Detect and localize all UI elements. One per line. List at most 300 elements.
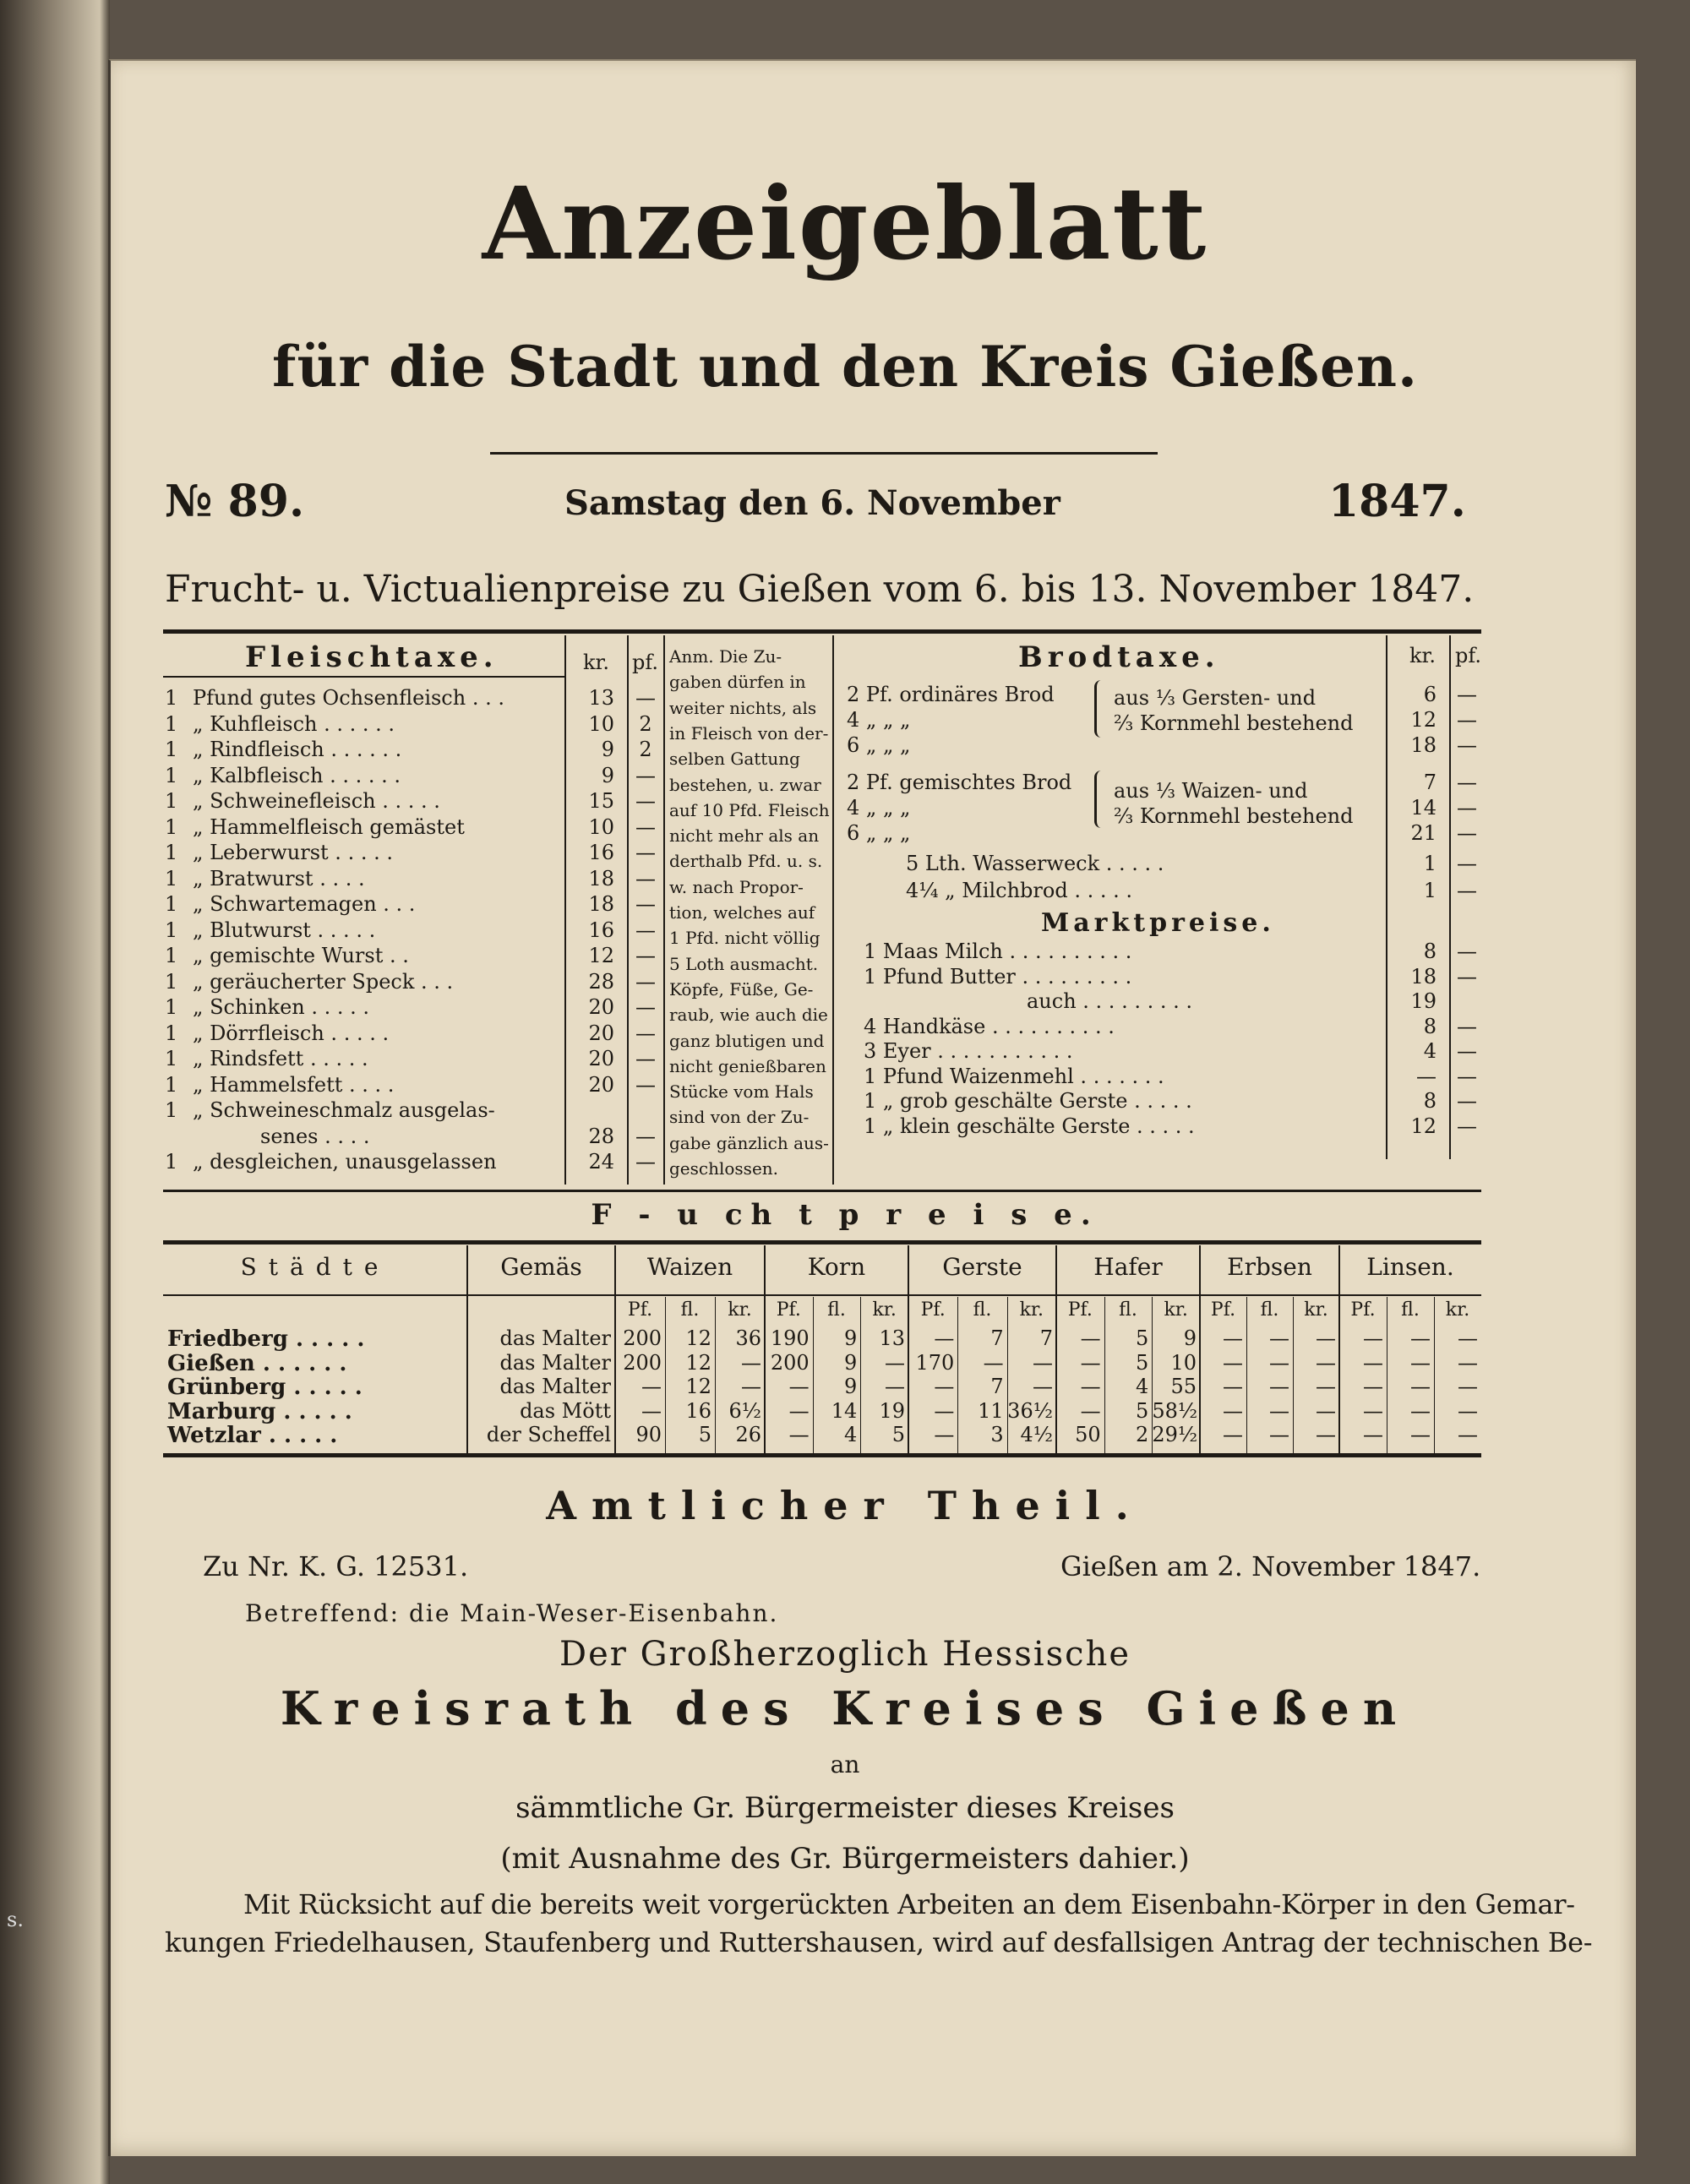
fleisch-pf: — <box>635 892 656 916</box>
frucht-cell: — <box>884 1350 905 1375</box>
frucht-cell: — <box>1269 1375 1289 1398</box>
note-line: w. nach Propor- <box>669 876 804 897</box>
frucht-cell: — <box>1223 1375 1243 1398</box>
official-line1: Der Großherzoglich Hessische <box>559 1635 1131 1674</box>
frucht-subheader: kr. <box>872 1299 897 1321</box>
table-top-rule <box>163 629 1481 634</box>
brod-kr: 1 <box>1423 852 1436 875</box>
frucht-subheader: kr. <box>1304 1299 1328 1321</box>
fleisch-item: „ Rindfleisch . . . . . . <box>193 738 402 761</box>
brod-item: 4 „ „ „ <box>847 796 911 820</box>
note-line: 1 Pfd. nicht völlig <box>669 928 820 949</box>
brod-kr: 21 <box>1410 821 1436 845</box>
brod-kr: 7 <box>1423 771 1436 794</box>
official-line4: sämmtliche Gr. Bürgermeister dieses Kreises <box>515 1791 1175 1825</box>
frucht-header: Linsen. <box>1366 1253 1454 1281</box>
fleisch-kr: 15 <box>588 789 614 813</box>
fleisch-pf: — <box>635 944 656 967</box>
frucht-cell: 58½ <box>1152 1398 1198 1423</box>
fleisch-pf: — <box>635 1047 656 1070</box>
frucht-cell: 7 <box>990 1375 1004 1398</box>
fleisch-kr: 10 <box>588 815 614 839</box>
official-subject: Betreffend: die Main-Weser-Eisenbahn. <box>245 1599 779 1627</box>
frucht-cell: 16 <box>685 1398 711 1423</box>
markt-kr: 8 <box>1423 1015 1436 1038</box>
frucht-subheader: kr. <box>728 1299 752 1321</box>
fleisch-pf: — <box>635 867 656 890</box>
margin-mark: s. <box>7 1908 24 1931</box>
fleisch-item: „ Kuhfleisch . . . . . . <box>193 712 395 736</box>
brod-pf: — <box>1457 683 1477 706</box>
note-line: Stücke vom Hals <box>669 1081 814 1103</box>
markt-item: 1 „ klein geschälte Gerste . . . . . <box>864 1114 1195 1138</box>
frucht-subheader: kr. <box>1164 1299 1188 1321</box>
frucht-cell: 10 <box>1170 1350 1197 1375</box>
frucht-subheader: kr. <box>1445 1299 1470 1321</box>
official-heading: Amtlicher Theil. <box>546 1483 1144 1528</box>
frucht-cell: 55 <box>1170 1375 1197 1398</box>
markt-kr: 8 <box>1423 1089 1436 1113</box>
fleisch-qty: 1 <box>165 764 178 787</box>
frucht-city: Grünberg . . . . . <box>167 1375 363 1400</box>
frucht-unit: der Scheffel <box>486 1423 611 1446</box>
brace2-line1: aus ⅓ Waizen- und <box>1114 779 1308 803</box>
markt-item: 1 Maas Milch . . . . . . . . . . <box>864 940 1132 963</box>
frucht-cell: — <box>1458 1375 1478 1398</box>
frucht-cell: 170 <box>915 1350 955 1375</box>
frucht-cell: 4 <box>844 1423 858 1446</box>
brodtaxe-title: Brodtaxe. <box>1018 640 1220 674</box>
fruchtpreise-title: F - u ch t p r e i s e. <box>591 1198 1099 1232</box>
markt-pf: — <box>1457 1015 1477 1038</box>
official-line5: (mit Ausnahme des Gr. Bürgermeisters dahier.) <box>500 1842 1190 1876</box>
frucht-top-rule <box>163 1190 1481 1192</box>
frucht-city: Wetzlar . . . . . <box>167 1423 338 1448</box>
fleisch-item: „ Kalbfleisch . . . . . . <box>193 764 401 787</box>
fleisch-qty: 1 <box>165 789 178 813</box>
frucht-cell: 2 <box>1136 1423 1149 1446</box>
fleisch-item: „ geräucherter Speck . . . <box>193 970 454 994</box>
masthead-rule <box>490 452 1158 455</box>
fleisch-item: „ Schinken . . . . . <box>193 995 370 1019</box>
fleisch-item: „ Rindsfett . . . . . <box>193 1047 368 1070</box>
brod-pf: — <box>1457 708 1477 732</box>
frucht-cell: — <box>1269 1350 1289 1375</box>
frucht-header: Erbsen <box>1227 1253 1312 1281</box>
fleisch-header-rule <box>163 676 564 678</box>
frucht-cell: 12 <box>685 1375 711 1398</box>
brod-pf: — <box>1457 733 1477 757</box>
fleisch-item: „ Schwartemagen . . . <box>193 892 416 916</box>
frucht-subheader: fl. <box>827 1299 846 1321</box>
markt-pf: — <box>1457 1039 1477 1063</box>
frucht-cell: — <box>934 1326 955 1350</box>
fleisch-kr: 16 <box>588 841 614 864</box>
official-line3: an <box>830 1751 860 1778</box>
fleisch-qty: 1 <box>165 738 178 761</box>
note-line: selben Gattung <box>669 749 800 770</box>
fleisch-kr: 20 <box>588 1021 614 1045</box>
fleisch-qty: 1 <box>165 1098 178 1122</box>
brod-kr: 14 <box>1410 796 1436 820</box>
fleisch-item: „ Hammelsfett . . . . <box>193 1073 395 1097</box>
frucht-city: Friedberg . . . . . <box>167 1326 365 1352</box>
markt-pf: — <box>1457 1089 1477 1113</box>
markt-kr: 4 <box>1423 1039 1436 1063</box>
issue-year: 1847. <box>1328 476 1466 527</box>
frucht-cell: 36 <box>735 1326 761 1350</box>
fleisch-qty: 1 <box>165 815 178 839</box>
markt-pf: — <box>1457 965 1477 989</box>
frucht-cell: — <box>1032 1350 1053 1375</box>
frucht-cell: — <box>934 1423 955 1446</box>
markt-pf: — <box>1457 1114 1477 1138</box>
fleisch-kr: 20 <box>588 995 614 1019</box>
fleisch-qty: 1 <box>165 970 178 994</box>
markt-kr: 19 <box>1410 989 1436 1013</box>
fleisch-item: senes . . . . <box>260 1125 370 1148</box>
frucht-cell: — <box>1363 1423 1383 1446</box>
brod-item: 4 „ „ „ <box>847 708 911 732</box>
frucht-cell: — <box>1316 1398 1336 1423</box>
frucht-cell: 9 <box>1183 1326 1197 1350</box>
frucht-cell: — <box>934 1375 955 1398</box>
frucht-cell: — <box>1410 1350 1431 1375</box>
fleisch-pf: — <box>635 686 656 710</box>
fleischtaxe-title: Fleischtaxe. <box>245 640 499 674</box>
col-divider-5 <box>1386 635 1387 1159</box>
frucht-cell: — <box>1032 1375 1053 1398</box>
note-line: sind von der Zu- <box>669 1107 810 1128</box>
frucht-cell: 12 <box>685 1350 711 1375</box>
frucht-cell: 5 <box>698 1423 711 1446</box>
fleisch-qty: 1 <box>165 1150 178 1174</box>
note-line: Köpfe, Füße, Ge- <box>669 978 814 999</box>
frucht-subheader: Pf. <box>1067 1299 1093 1321</box>
brod-item: 2 Pf. ordinäres Brod <box>847 683 1055 706</box>
frucht-subheader: Pf. <box>920 1299 946 1321</box>
frucht-cell: — <box>1363 1350 1383 1375</box>
brod-kr: 1 <box>1423 879 1436 902</box>
fleisch-pf: — <box>635 995 656 1019</box>
fleisch-kr: 9 <box>601 738 614 761</box>
frucht-cell: 9 <box>844 1350 858 1375</box>
frucht-unit: das Malter <box>499 1326 611 1350</box>
frucht-cell: 200 <box>623 1350 662 1375</box>
markt-pf: — <box>1457 940 1477 963</box>
frucht-cell: 5 <box>1136 1398 1149 1423</box>
frucht-cell: — <box>983 1350 1004 1375</box>
issue-date: Samstag den 6. November <box>564 483 1060 523</box>
frucht-cell: 26 <box>735 1423 761 1446</box>
note-line: raub, wie auch die <box>669 1005 828 1026</box>
frucht-cell: — <box>1410 1375 1431 1398</box>
brace-1 <box>1094 680 1109 738</box>
note-line: bestehen, u. zwar <box>669 774 821 795</box>
markt-kr: 12 <box>1410 1114 1436 1138</box>
brod-pf: — <box>1457 852 1477 875</box>
markt-pf: — <box>1457 1065 1477 1088</box>
frucht-cell: — <box>641 1398 662 1423</box>
fleisch-kr: 18 <box>588 867 614 890</box>
frucht-cell: — <box>788 1375 810 1398</box>
frucht-city: Gießen . . . . . . <box>167 1350 347 1376</box>
fleisch-item: „ Bratwurst . . . . <box>193 867 365 890</box>
fleisch-kr: 18 <box>588 892 614 916</box>
col-divider-3 <box>663 635 665 1185</box>
masthead-title: Anzeigeblatt <box>482 165 1208 282</box>
note-line: nicht genießbaren <box>669 1055 826 1076</box>
fleisch-kr: 20 <box>588 1047 614 1070</box>
frucht-cell: — <box>1269 1326 1289 1350</box>
frucht-header: Hafer <box>1093 1253 1163 1281</box>
brod-pf: — <box>1457 771 1477 794</box>
frucht-cell: 12 <box>685 1326 711 1350</box>
fleisch-kr: 28 <box>588 1125 614 1148</box>
fleisch-pf: — <box>635 1073 656 1097</box>
fleisch-qty: 1 <box>165 841 178 864</box>
fleisch-pf: — <box>635 1021 656 1045</box>
frucht-header-rule <box>163 1294 1481 1296</box>
frucht-cell: — <box>1269 1398 1289 1423</box>
brod-pf: — <box>1457 821 1477 845</box>
frucht-cell: — <box>741 1375 761 1398</box>
frucht-cell: 200 <box>623 1326 662 1350</box>
frucht-cell: — <box>1410 1398 1431 1423</box>
frucht-header: Gemäs <box>500 1253 582 1281</box>
fleisch-item: „ Dörrfleisch . . . . . <box>193 1021 390 1045</box>
markt-kr: 18 <box>1410 965 1436 989</box>
markt-item: 1 Pfund Butter . . . . . . . . . <box>864 965 1132 989</box>
frucht-bottom-rule <box>163 1453 1481 1457</box>
frucht-subheader: kr. <box>1019 1299 1044 1321</box>
brod-kr: 12 <box>1410 708 1436 732</box>
brace-2 <box>1094 771 1109 828</box>
frucht-cell: — <box>1363 1375 1383 1398</box>
masthead-subtitle: für die Stadt und den Kreis Gießen. <box>272 334 1418 400</box>
frucht-cell: — <box>1458 1350 1478 1375</box>
note-line: derthalb Pfd. u. s. <box>669 851 823 872</box>
fleisch-item: „ desgleichen, unausgelassen <box>193 1150 497 1174</box>
frucht-cell: 5 <box>891 1423 905 1446</box>
brace1-line2: ⅔ Kornmehl bestehend <box>1114 711 1354 735</box>
brodtaxe-kr-header: kr. <box>1409 644 1436 667</box>
markt-kr: — <box>1416 1065 1436 1088</box>
issue-number: № 89. <box>165 476 305 527</box>
fleisch-pf: 2 <box>639 738 652 761</box>
frucht-cell: 200 <box>770 1350 810 1375</box>
frucht-cell: — <box>1223 1398 1243 1423</box>
frucht-cell: — <box>1223 1350 1243 1375</box>
frucht-cell: 190 <box>770 1326 810 1350</box>
fleisch-item: „ gemischte Wurst . . <box>193 944 409 967</box>
frucht-cell: 90 <box>635 1423 662 1446</box>
markt-item: auch . . . . . . . . . <box>1027 989 1192 1013</box>
fleisch-kr: 9 <box>601 764 614 787</box>
fleisch-kr: 12 <box>588 944 614 967</box>
brod-item: 6 „ „ „ <box>847 821 911 845</box>
frucht-cell: — <box>641 1375 662 1398</box>
fleisch-kr: 28 <box>588 970 614 994</box>
frucht-cell: — <box>1410 1326 1431 1350</box>
fleisch-item: „ Blutwurst . . . . . <box>193 918 376 942</box>
col-divider-4 <box>832 635 834 1185</box>
note-line: auf 10 Pfd. Fleisch <box>669 799 830 820</box>
fleisch-pf: — <box>635 1125 656 1148</box>
fleischtaxe-kr-header: kr. <box>583 651 610 674</box>
frucht-cell: — <box>788 1423 810 1446</box>
frucht-header: Gerste <box>942 1253 1022 1281</box>
frucht-cell: — <box>1080 1398 1101 1423</box>
frucht-subheader: fl. <box>1119 1299 1137 1321</box>
fleisch-kr: 10 <box>588 712 614 736</box>
frucht-subheader: Pf. <box>1210 1299 1236 1321</box>
fleisch-qty: 1 <box>165 867 178 890</box>
fleisch-qty: 1 <box>165 892 178 916</box>
fleisch-item: „ Schweineschmalz ausgelas- <box>193 1098 495 1122</box>
fleisch-item: „ Hammelfleisch gemästet <box>193 815 465 839</box>
frucht-subheader: fl. <box>680 1299 700 1321</box>
brodtaxe-pf-header: pf. <box>1455 644 1482 667</box>
frucht-cell: — <box>1080 1375 1101 1398</box>
frucht-cell: — <box>1363 1398 1383 1423</box>
frucht-cell: — <box>1080 1350 1101 1375</box>
fleisch-kr: 20 <box>588 1073 614 1097</box>
frucht-title-rule <box>163 1240 1481 1244</box>
frucht-cell: 13 <box>879 1326 905 1350</box>
note-line: nicht mehr als an <box>669 825 820 847</box>
frucht-cell: 14 <box>831 1398 858 1423</box>
frucht-cell: 4½ <box>1020 1423 1053 1446</box>
fleisch-pf: — <box>635 789 656 813</box>
note-line: tion, welches auf <box>669 902 815 923</box>
frucht-cell: — <box>741 1350 761 1375</box>
frucht-cell: — <box>1363 1326 1383 1350</box>
fleisch-qty: 1 <box>165 918 178 942</box>
fleisch-item: „ Leberwurst . . . . . <box>193 841 393 864</box>
fleisch-kr: 16 <box>588 918 614 942</box>
note-line: geschlossen. <box>669 1158 779 1179</box>
col-divider-1 <box>564 635 566 1185</box>
frucht-cell: 7 <box>1039 1326 1053 1350</box>
col-divider-6 <box>1449 635 1451 1159</box>
frucht-cell: 3 <box>990 1423 1004 1446</box>
fleisch-qty: 1 <box>165 1047 178 1070</box>
frucht-cell: 11 <box>978 1398 1004 1423</box>
frucht-cell: 19 <box>879 1398 905 1423</box>
brace1-line1: aus ⅓ Gersten- und <box>1114 686 1317 710</box>
frucht-cell: — <box>1080 1326 1101 1350</box>
frucht-cell: 36½ <box>1007 1398 1053 1423</box>
fleisch-pf: — <box>635 1150 656 1174</box>
frucht-cell: 9 <box>844 1375 858 1398</box>
frucht-unit: das Malter <box>499 1350 611 1375</box>
note-line: gabe gänzlich aus- <box>669 1132 829 1153</box>
fleisch-pf: — <box>635 841 656 864</box>
brod-pf: — <box>1457 879 1477 902</box>
note-line: weiter nichts, als <box>669 697 817 718</box>
brace2-line2: ⅔ Kornmehl bestehend <box>1114 804 1354 828</box>
fleisch-pf: — <box>635 815 656 839</box>
frucht-cell: — <box>788 1398 810 1423</box>
note-line: ganz blutigen und <box>669 1030 825 1051</box>
markt-item: 1 Pfund Waizenmehl . . . . . . . <box>864 1065 1164 1088</box>
frucht-cell: 9 <box>844 1326 858 1350</box>
frucht-subheader: Pf. <box>1350 1299 1376 1321</box>
frucht-subheader: fl. <box>1260 1299 1279 1321</box>
brod-kr: 18 <box>1410 733 1436 757</box>
frucht-cell: — <box>1316 1326 1336 1350</box>
frucht-header: Waizen <box>646 1253 733 1281</box>
frucht-cell: — <box>934 1398 955 1423</box>
brod-item: 6 „ „ „ <box>847 733 911 757</box>
official-place-date: Gießen am 2. November 1847. <box>1060 1550 1481 1582</box>
frucht-header: Korn <box>807 1253 866 1281</box>
brod-item: 2 Pf. gemischtes Brod <box>847 771 1072 794</box>
note-line: in Fleisch von der- <box>669 722 829 743</box>
brod-kr: 6 <box>1423 683 1436 706</box>
frucht-cell: 50 <box>1075 1423 1101 1446</box>
fleisch-qty: 1 <box>165 686 178 710</box>
fleisch-qty: 1 <box>165 995 178 1019</box>
fleisch-kr: 13 <box>588 686 614 710</box>
frucht-cell: 4 <box>1136 1375 1149 1398</box>
frucht-cell: 5 <box>1136 1350 1149 1375</box>
fleisch-qty: 1 <box>165 1021 178 1045</box>
frucht-cell: — <box>1316 1375 1336 1398</box>
frucht-cell: 7 <box>990 1326 1004 1350</box>
frucht-subheader: Pf. <box>776 1299 801 1321</box>
markt-kr: 8 <box>1423 940 1436 963</box>
official-ref: Zu Nr. K. G. 12531. <box>203 1550 469 1582</box>
brod-item: 4¼ „ Milchbrod . . . . . <box>906 879 1132 902</box>
fleischtaxe-pf-header: pf. <box>632 651 659 674</box>
fleisch-pf: — <box>635 764 656 787</box>
fleisch-pf: — <box>635 918 656 942</box>
brod-item: 5 Lth. Wasserweck . . . . . <box>906 852 1164 875</box>
official-line2: Kreisrath des Kreises Gießen <box>280 1681 1410 1735</box>
fleisch-item: „ Schweinefleisch . . . . . <box>193 789 440 813</box>
fleisch-pf: — <box>635 970 656 994</box>
fleisch-qty: 1 <box>165 712 178 736</box>
frucht-cell: — <box>884 1375 905 1398</box>
official-body2: kungen Friedelhausen, Staufenberg und Ruttershausen, wird auf desfallsigen Antrag der technischen Be- <box>165 1926 1593 1958</box>
note-line: 5 Loth ausmacht. <box>669 953 819 974</box>
markt-item: 3 Eyer . . . . . . . . . . . <box>864 1039 1073 1063</box>
col-divider-2 <box>627 635 629 1185</box>
frucht-cell: — <box>1458 1423 1478 1446</box>
prices-heading: Frucht- u. Victualienpreise zu Gießen vom 6. bis 13. November 1847. <box>165 568 1475 611</box>
frucht-cell: — <box>1458 1398 1478 1423</box>
frucht-cell: — <box>1458 1326 1478 1350</box>
frucht-cell: 29½ <box>1152 1423 1198 1446</box>
fleisch-qty: 1 <box>165 1073 178 1097</box>
frucht-unit: das Malter <box>499 1375 611 1398</box>
fleisch-pf: 2 <box>639 712 652 736</box>
frucht-cell: — <box>1316 1350 1336 1375</box>
note-line: Anm. Die Zu- <box>669 646 782 667</box>
frucht-cell: 6½ <box>728 1398 761 1423</box>
frucht-subheader: fl. <box>1401 1299 1420 1321</box>
markt-item: 1 „ grob geschälte Gerste . . . . . <box>864 1089 1192 1113</box>
frucht-subheader: fl. <box>973 1299 992 1321</box>
marktpreise-title: Marktpreise. <box>1041 908 1275 938</box>
frucht-cell: — <box>1223 1326 1243 1350</box>
frucht-cell: — <box>1269 1423 1289 1446</box>
frucht-unit: das Mött <box>520 1398 611 1423</box>
frucht-cell: — <box>1223 1423 1243 1446</box>
official-body1: Mit Rücksicht auf die bereits weit vorgerückten Arbeiten an dem Eisenbahn-Körper in den Gemar- <box>243 1888 1575 1920</box>
